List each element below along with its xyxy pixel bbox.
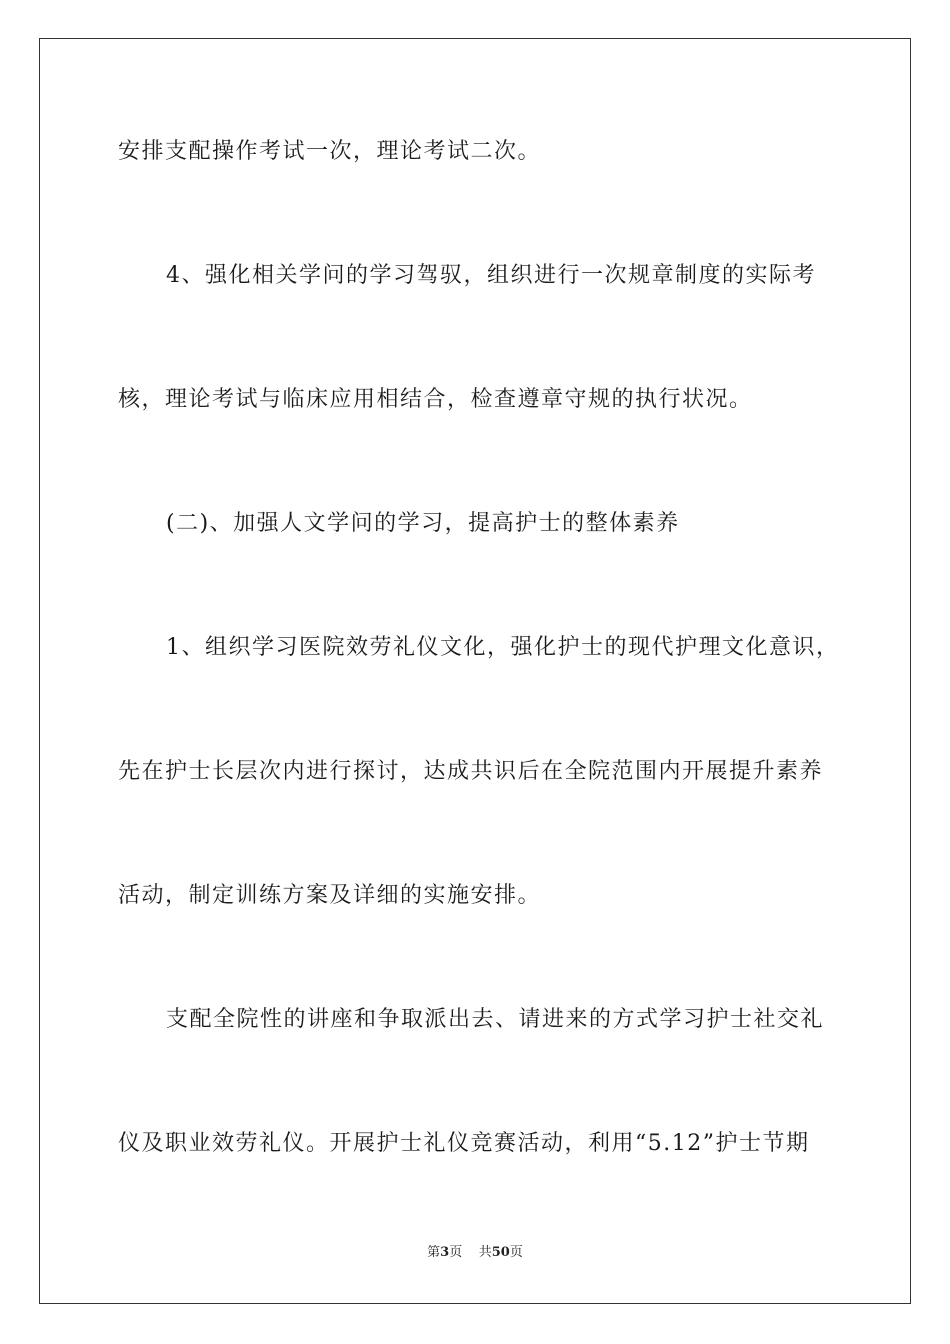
footer-total-unit: 页 <box>509 1245 523 1260</box>
footer-page-unit: 页 <box>449 1245 463 1260</box>
text-line: 4、强化相关学问的学习驾驭，组织进行一次规章制度的实际考 <box>166 263 816 288</box>
footer-prefix: 第 <box>427 1245 441 1260</box>
text-line: 仪及职业效劳礼仪。开展护士礼仪竞赛活动，利用“5.12”护士节期 <box>118 1131 810 1156</box>
current-page-number: 3 <box>440 1245 450 1260</box>
text-line: 1、组织学习医院效劳礼仪文化，强化护士的现代护理文化意识， <box>166 635 840 660</box>
page-border <box>39 38 911 1304</box>
total-page-number: 50 <box>491 1245 510 1260</box>
text-line: 活动，制定训练方案及详细的实施安排。 <box>118 883 542 908</box>
text-line: 支配全院性的讲座和争取派出去、请进来的方式学习护士社交礼 <box>166 1007 825 1032</box>
text-line: 先在护士长层次内进行探讨，达成共识后在全院范围内开展提升素养 <box>118 759 824 784</box>
section-heading: (二)、加强人文学问的学习，提高护士的整体素养 <box>166 511 680 536</box>
page-footer <box>0 1244 950 1262</box>
text-line: 核，理论考试与临床应用相结合，检查遵章守规的执行状况。 <box>118 387 753 412</box>
text-line: 安排支配操作考试一次，理论考试二次。 <box>118 139 542 164</box>
footer-total-prefix: 共 <box>478 1245 492 1260</box>
